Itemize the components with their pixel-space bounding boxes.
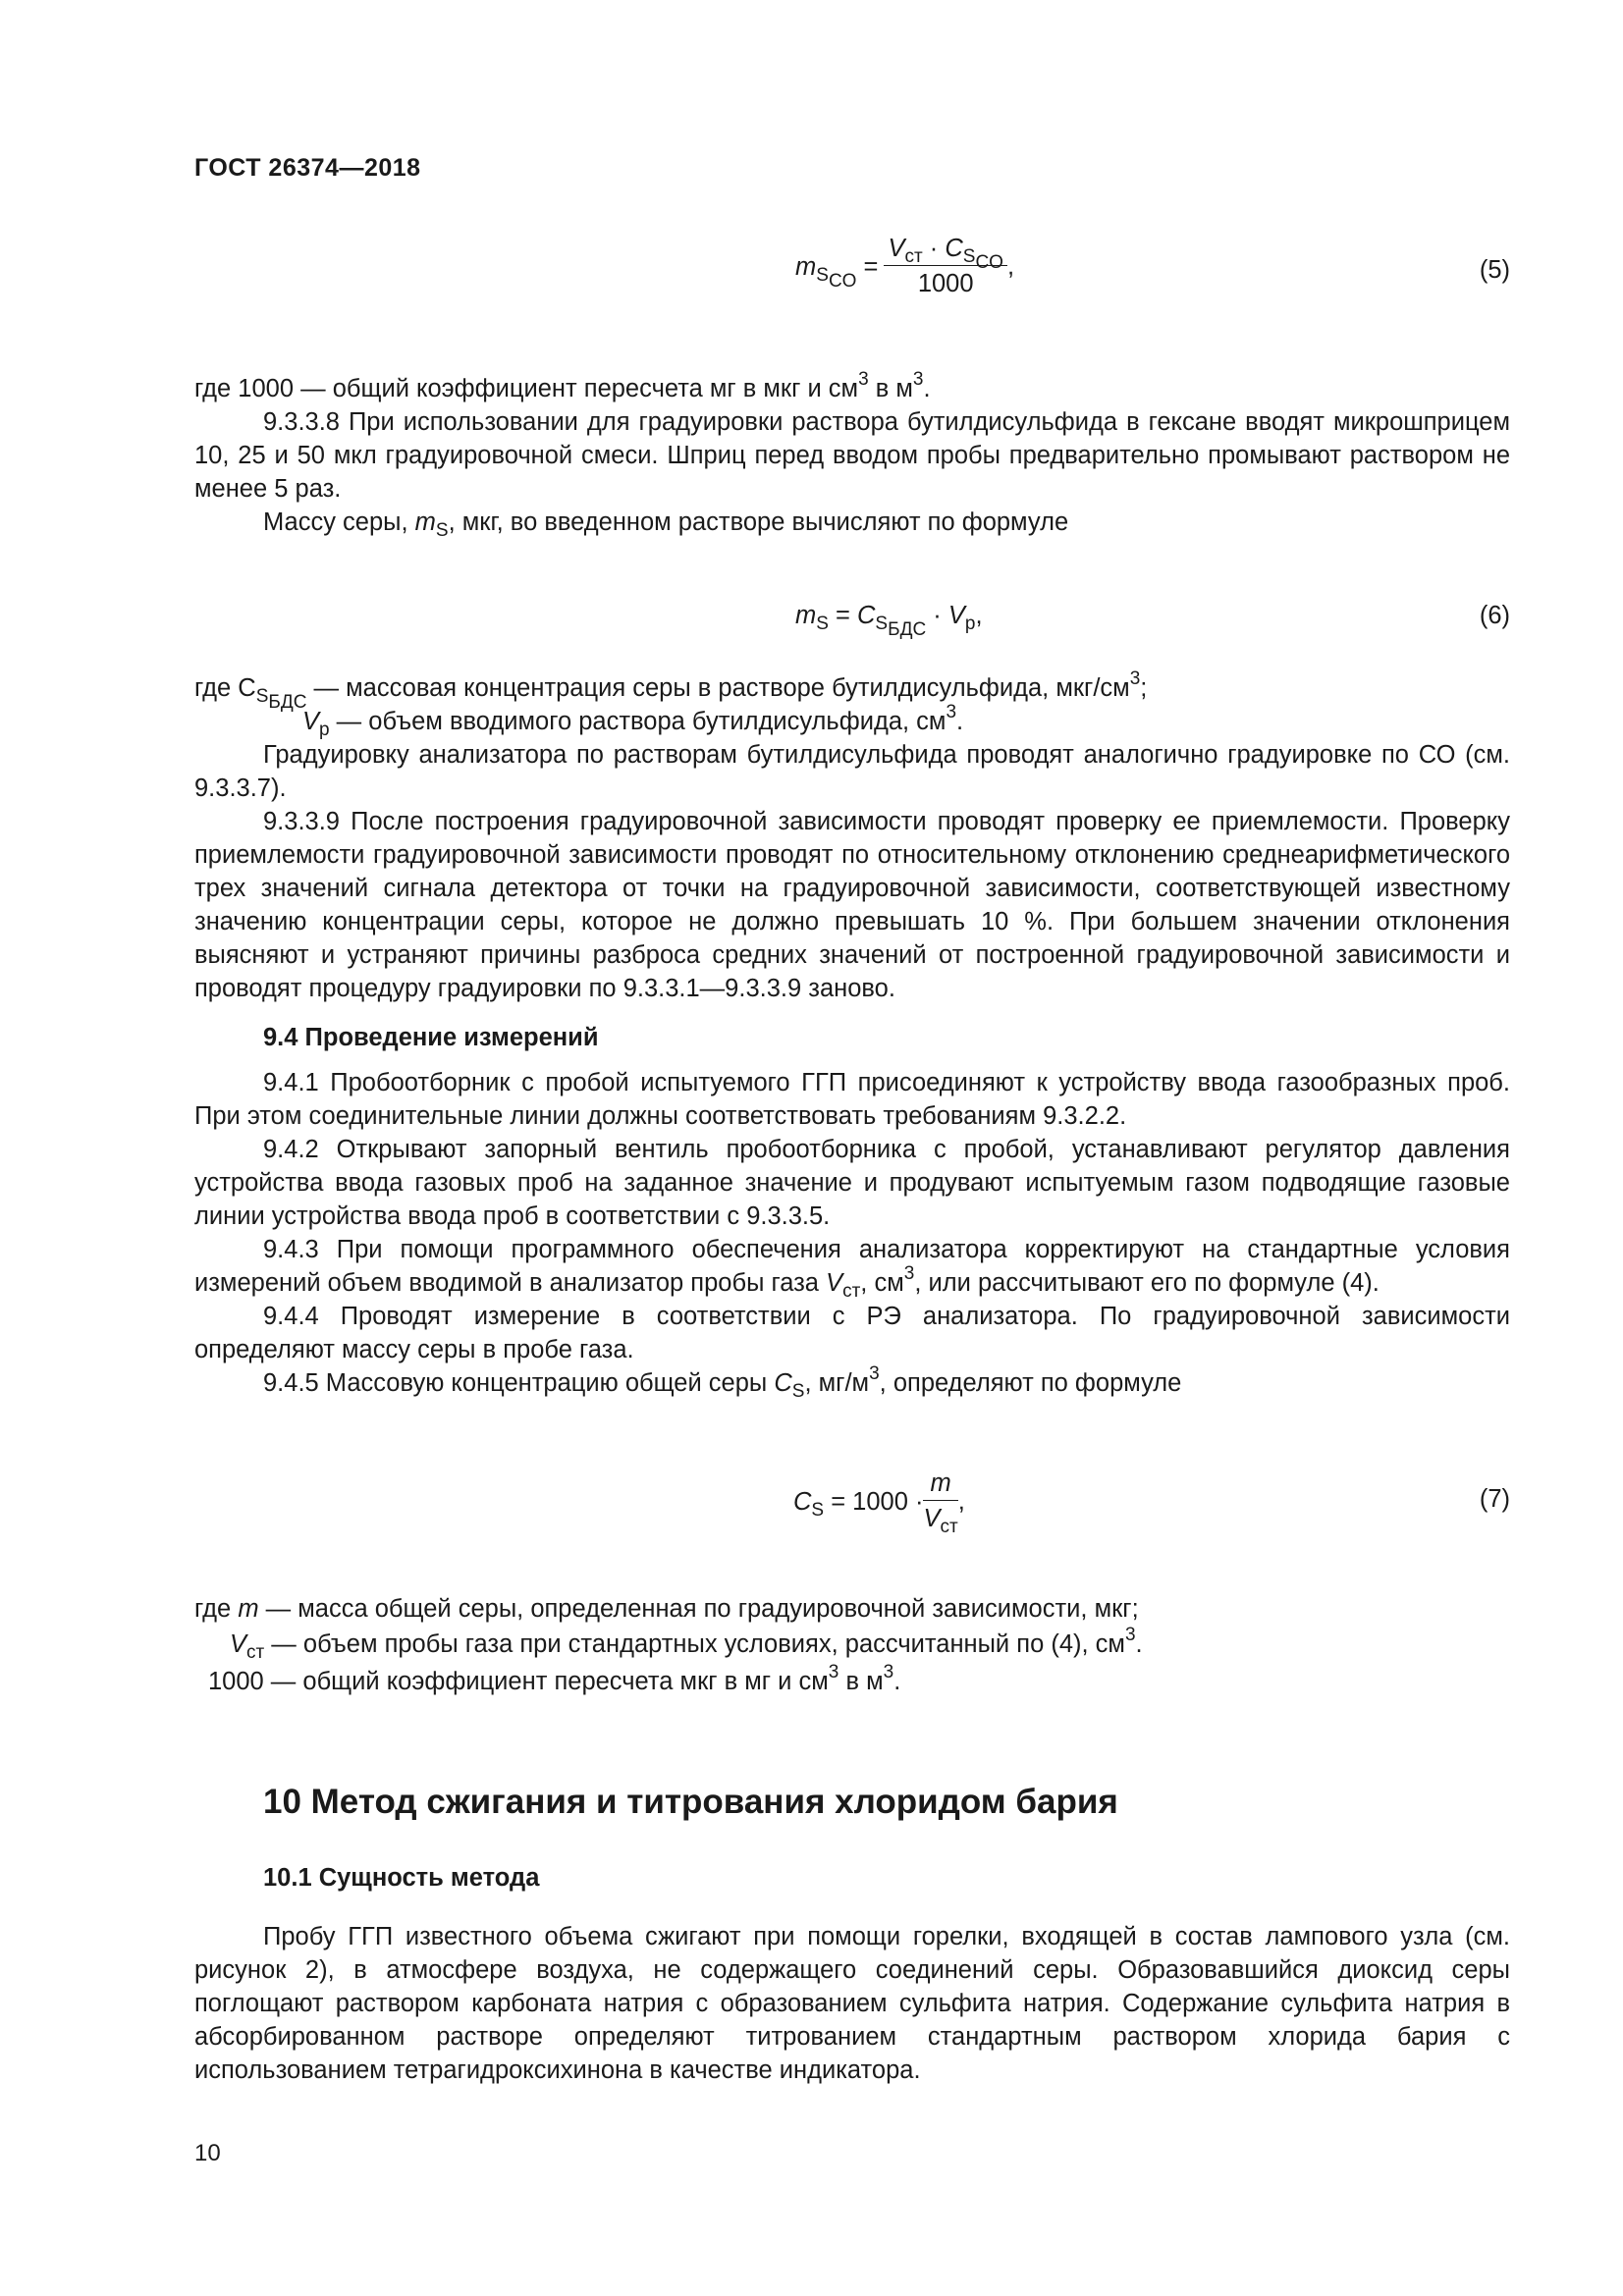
formula-6: $m_S = C_{S_{БДС}} \cdot V_р$, (6) <box>194 589 1510 677</box>
paragraph-9-4-2: 9.4.2 Открывают запорный вентиль пробоотборника с пробой, устанавливают регулятор давления устройства ввода газовых проб на заданное значение и продувают испытуемым газом подводящие газовые линии устройства ввода проб в соответствии с 9.3.3.5. <box>194 1136 1510 1230</box>
heading-10-1: 10.1 Сущность метода <box>263 1864 540 1892</box>
text-block-3 <box>194 1861 1510 2087</box>
paragraph-9-4-3: 9.4.3 При помощи программного обеспечения анализатора корректируют на стандартные условия измерений объем вводимой в анализатор пробы газа $V_{ст}$, $см^3$, или рассчитывают его по формуле (4). <box>194 1236 1510 1302</box>
standard-code-header: ГОСТ 26374—2018 <box>194 154 421 182</box>
text-block-1 <box>194 369 1510 541</box>
paragraph-10-1: Пробу ГГП известного объема сжигают при помощи горелки, входящей в состав лампового узла (см. рисунок 2), в атмосфере воздуха, не содержащего соединений серы. Образовавшийся диоксид серы поглощают раствором карбоната натрия с образованием сульфита натрия. Содержание сульфита натрия в абсорбированном растворе определяют титрованием стандартным раствором хлорида бария с использованием тетрагидроксихинона в качестве индикатора. <box>194 1923 1510 2084</box>
paragraph-9-4-5: 9.4.5 Массовую концентрацию общей серы $C_S$, $мг/м^3$, определяют по формуле <box>263 1363 1182 1402</box>
formula-6-number: (6) <box>1479 602 1510 629</box>
heading-9-4: 9.4 Проведение измерений <box>263 1024 599 1051</box>
def6-row-1: где $C_{S_{БДС}}$ — массовая концентрация серы в растворе бутилдисульфида, мкг/$см^3$; <box>194 668 1148 713</box>
text-block-2 <box>194 738 1510 1400</box>
def7-row-2: $V_{ст}$ — объем пробы газа при стандартных условиях, рассчитанный по (4), $см^3$. <box>230 1625 1143 1663</box>
formula-7-fraction: $\frac{m}{V_{ст}}$ <box>923 1467 957 1536</box>
formula-7-number: (7) <box>1479 1485 1510 1513</box>
paragraph-where-1000: где 1000 — общий коэффициент пересчета мг в мкг и $см^3$ в $м^3$. <box>194 369 931 402</box>
paragraph-mass-sulfur: Массу серы, $m_S$, мкг, во введенном растворе вычисляют по формуле <box>263 508 1069 541</box>
document-page <box>194 0 1510 2296</box>
paragraph-9-3-3-9: 9.3.3.9 После построения градуировочной зависимости проводят проверку ее приемлемости. Проверку приемлемости градуировочной зависимости проводят по относительному отклонению среднеарифметического трех значений сигнала детектора от точки на градуировочной зависимости, соответствующей известному значению концентрации серы, которое не должно превышать 10 %. При большем значении отклонения выясняют и устраняют причины разброса средних значений от построенной градуировочной зависимости и проводят процедуру градуировки по 9.3.3.1—9.3.3.9 заново. <box>194 808 1510 1002</box>
paragraph-9-3-3-8: 9.3.3.8 При использовании для градуировки раствора бутилдисульфида в гексане вводят микрошприцем 10, 25 и 50 мкл градуировочной смеси. Шприц перед вводом пробы предварительно промывают раствором не менее 5 раз. <box>194 408 1510 503</box>
section-10-heading: 10 Метод сжигания и титрования хлоридом бария <box>263 1783 1118 1821</box>
paragraph-9-4-4: 9.4.4 Проводят измерение в соответствии с РЭ анализатора. По градуировочной зависимости определяют массу серы в пробе газа. <box>194 1303 1510 1363</box>
formula-5-fraction: $\frac{V_{ст} \cdot C_{S_{CO}}}{1000}$ <box>884 232 1007 301</box>
def6-row-2: $V_р$ — объем вводимого раствора бутилдисульфида, $см^3$. <box>302 702 964 740</box>
formula-5-number: (5) <box>1479 256 1510 284</box>
page-number: 10 <box>194 2140 221 2166</box>
formula-7: $C_S = 1000$ · $\frac{m}{V_{ст}}$ , (7) <box>194 1467 1510 1555</box>
def7-row-3: 1000 — общий коэффициент пересчета мкг в мг и $см^3$ в $м^3$. <box>208 1662 901 1695</box>
def7-row-1: где m — масса общей серы, определенная по градуировочной зависимости, мкг; <box>194 1595 1139 1623</box>
paragraph-graduation-bds: Градуировку анализатора по растворам бутилдисульфида проводят аналогично градуировке по СО (см. 9.3.3.7). <box>194 741 1510 802</box>
paragraph-9-4-1: 9.4.1 Пробоотборник с пробой испытуемого ГГП присоединяют к устройству ввода газообразных проб. При этом соединительные линии должны соответствовать требованиям 9.3.2.2. <box>194 1069 1510 1130</box>
formula-5: $m_{S_{CO}}$ = $\frac{V_{ст} \cdot C_{S_{CO}}}{1000}$ , (5) <box>194 232 1510 320</box>
